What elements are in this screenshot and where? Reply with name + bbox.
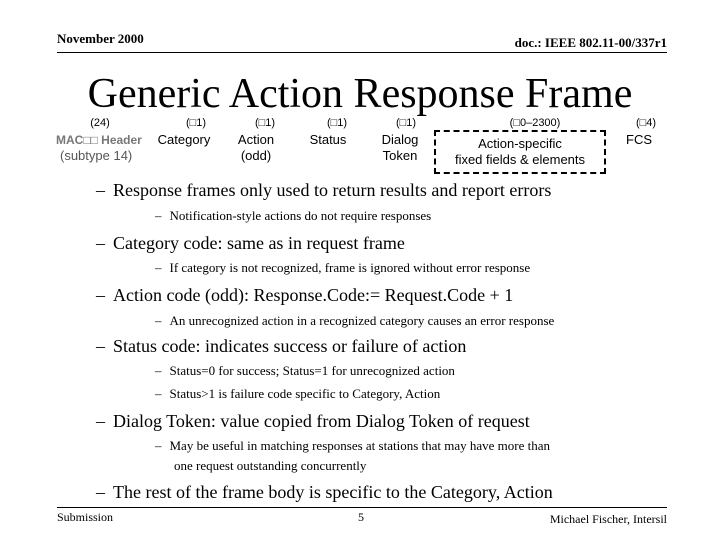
subbullet-category-unknown: – If category is not recognized, frame is ignored without error response (155, 260, 531, 275)
dialog-label-2: Token (382, 148, 418, 163)
slide-title: Generic Action Response Frame (87, 71, 633, 117)
bullet-action-code: – Action code (odd): Response.Code:= Request.Code + 1 (96, 285, 514, 305)
action-label-1: Action (237, 132, 275, 147)
header-date: November 2000 (57, 31, 144, 46)
bullet-frame-body: – The rest of the frame body is specific to the Category, Action (96, 482, 553, 502)
footer-page-number: 5 (358, 510, 364, 524)
category-label: Category (157, 132, 211, 147)
field-status (297, 132, 359, 172)
size-status: (□1) (326, 117, 348, 129)
footer-submission: Submission (57, 510, 114, 524)
field-dialog-token (369, 132, 431, 172)
header-doc-id: doc.: IEEE 802.11-00/337r1 (514, 35, 667, 50)
size-specific: (□0–2300) (509, 117, 561, 129)
status-label: Status (309, 132, 347, 147)
header-rule (57, 52, 667, 53)
size-fcs: (□4) (635, 117, 657, 129)
subbullet-dialog-matching-cont: one request outstanding concurrently (174, 458, 367, 473)
mac-header-subtype: (subtype 14) (60, 148, 133, 163)
subbullet-dialog-matching: – May be useful in matching responses at stations that may have more than (155, 438, 551, 453)
bullet-category-code: – Category code: same as in request frame (96, 233, 405, 253)
field-action (225, 132, 287, 172)
mac-header-label: MAC□□ Header (56, 133, 142, 147)
bullet-dialog-token: – Dialog Token: value copied from Dialog Token of request (96, 411, 530, 431)
specific-label-2: fixed fields & elements (454, 152, 586, 167)
dialog-label-1: Dialog (381, 132, 419, 147)
specific-label-1: Action-specific (478, 136, 562, 151)
subbullet-notification: – Notification-style actions do not require responses (155, 208, 432, 223)
field-category (150, 132, 218, 172)
subbullet-action-unknown: – An unrecognized action in a recognized category causes an error response (155, 313, 555, 328)
footer-rule (57, 507, 667, 508)
action-label-2: (odd) (240, 148, 272, 163)
bullet-response-frames: – Response frames only used to return results and report errors (96, 180, 552, 200)
size-category: (□1) (185, 117, 207, 129)
field-action-specific (434, 130, 606, 174)
fcs-label: FCS (626, 132, 652, 147)
field-fcs (612, 132, 666, 172)
subbullet-status-values: – Status=0 for success; Status=1 for unrecognized action (155, 363, 455, 378)
footer-author: Michael Fischer, Intersil (549, 512, 667, 526)
size-dialog: (□1) (395, 117, 417, 129)
size-action: (□1) (254, 117, 276, 129)
field-mac-header (56, 132, 150, 172)
size-mac: (24) (90, 117, 110, 129)
bullet-status-code: – Status code: indicates success or failure of action (96, 336, 467, 356)
subbullet-status-failure: – Status>1 is failure code specific to Category, Action (155, 386, 441, 401)
